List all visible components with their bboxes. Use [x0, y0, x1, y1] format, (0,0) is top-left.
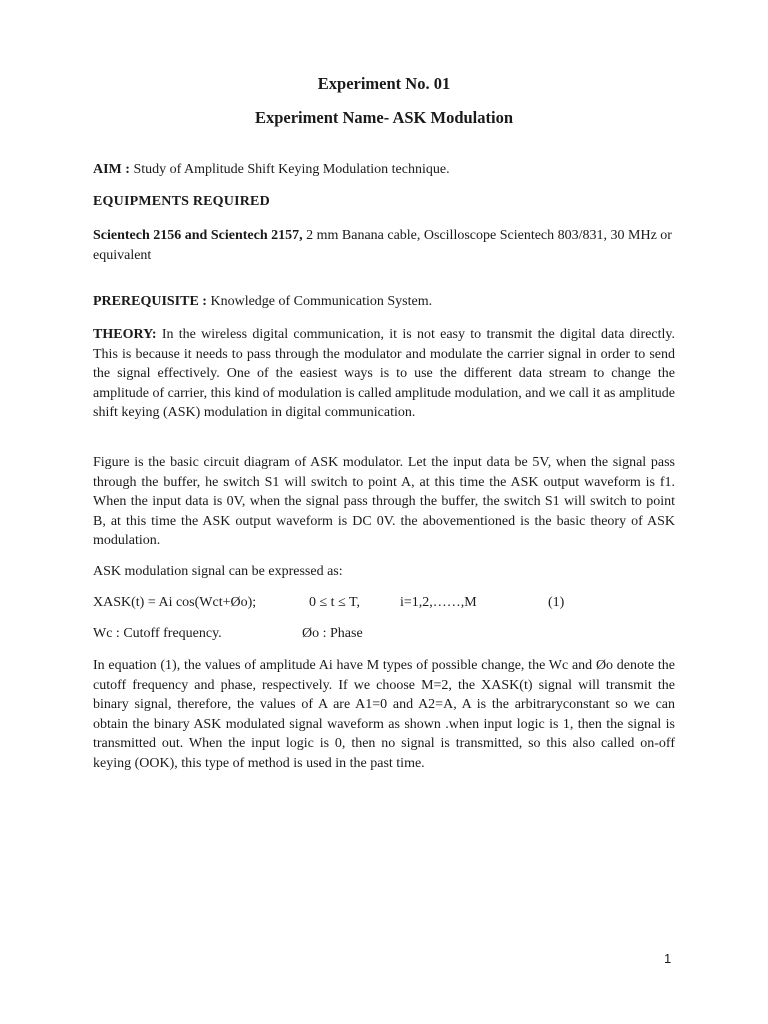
definition-phase: Øo : Phase [302, 626, 363, 641]
equation-range: 0 ≤ t ≤ T, [309, 595, 361, 610]
definitions-line [93, 624, 675, 644]
theory-text: In the wireless digital communication, it is not easy to transmit the digital data directly. This is because it needs to pass through the modulator and modulate the carrier signal in order to send the signal effectively. One of the easiest ways is to use the different data stream to change the amplitude of carrier, this kind of modulation is called amplitude modulation, and we call it as amplitude shift keying (ASK) modulation in digital communication. [93, 327, 675, 420]
aim-line [93, 160, 675, 180]
equipments-heading: EQUIPMENTS REQUIRED [93, 194, 270, 209]
equation-formula: XASK(t) = Ai cos(Wct+Øo); [93, 595, 257, 610]
equation-line [93, 593, 675, 613]
aim-text: Study of Amplitude Shift Keying Modulation technique. [129, 162, 450, 177]
expressed-as-line: ASK modulation signal can be expressed as: [93, 564, 343, 579]
theory-label: THEORY: [93, 327, 157, 342]
equipments-bold-text: Scientech 2156 and Scientech 2157, [93, 228, 303, 243]
equipments-list: 2 mm Banana cable, Oscilloscope Scientech 803/831, 30 MHz or equivalent [93, 228, 672, 263]
equipments-text [93, 226, 675, 265]
page-number: 1 [664, 951, 672, 966]
aim-label: AIM : [93, 162, 130, 177]
definition-wc: Wc : Cutoff frequency. [93, 626, 222, 641]
document-page [93, 0, 675, 1024]
equation-number: (1) [548, 595, 565, 610]
equation-paragraph: In equation (1), the values of amplitude Ai have M types of possible change, the Wc and Øo denote the cutoff frequency and phase, respectively. If we choose M=2, the XASK(t) signal will transmit the binary signal, therefore, the values of A are A1=0 and A2=A, A is the arbitraryconstant so we can obtain the binary ASK modulated signal waveform as shown .when input logic is 1, then the signal is transmitted out. When the input logic is 0, then no signal is transmitted, so this also called on-off keying (OOK), this type of method is used in the past time. [93, 658, 675, 771]
prerequisite-label: PREREQUISITE : [93, 294, 207, 309]
figure-paragraph: Figure is the basic circuit diagram of ASK modulator. Let the input data be 5V, when the signal pass through the buffer, he switch S1 will switch to point A, at this time the ASK output waveform is f1. When the input data is 0V, when the signal pass through the buffer, the switch S1 will switch to point B, at this time the ASK output waveform is DC 0V. the abovementioned is the basic theory of ASK modulation. [93, 455, 675, 548]
theory-paragraph [93, 325, 675, 423]
prerequisite-line [93, 292, 675, 312]
prerequisite-text: Knowledge of Communication System. [206, 294, 433, 309]
experiment-number-title: Experiment No. 01 [317, 74, 451, 93]
equation-index: i=1,2,……,M [400, 595, 477, 610]
experiment-name-title: Experiment Name- ASK Modulation [254, 108, 514, 127]
